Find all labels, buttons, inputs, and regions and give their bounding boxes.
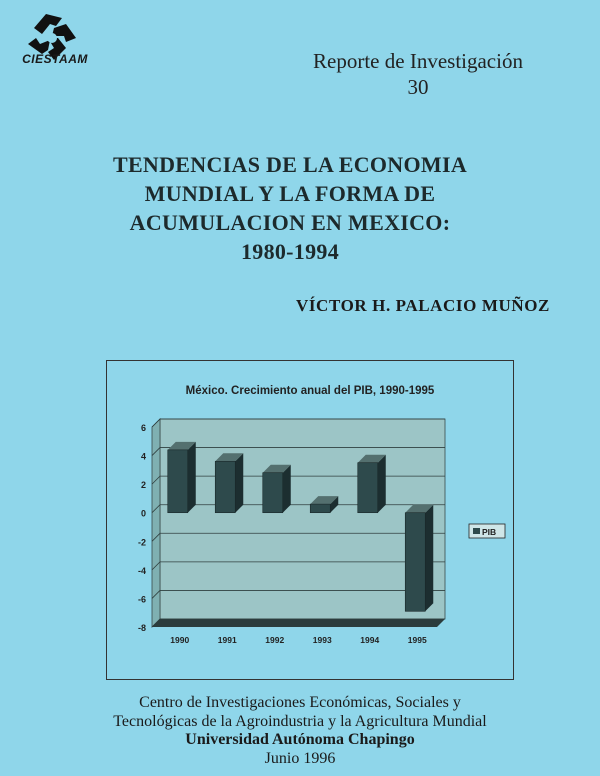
x-tick-label: 1995 [407,635,427,645]
report-title [40,150,540,266]
logo-text: CIESTAAM [22,52,88,66]
publication-date: Junio 1996 [264,749,336,767]
title-line: TENDENCIAS DE LA ECONOMIA [112,152,468,177]
plot-floor [152,619,445,627]
report-series [270,48,566,100]
x-tick-label: 1994 [360,635,380,645]
y-tick-label: 0 [140,508,146,519]
x-tick-label: 1991 [217,635,237,645]
y-tick-label: 2 [140,480,146,491]
bar [310,504,330,513]
bar [405,513,425,612]
footer-line: Centro de Investigaciones Económicas, Sociales y [139,694,461,711]
x-tick-label: 1993 [312,635,332,645]
x-tick-label: 1990 [170,635,190,645]
bar [168,450,188,513]
series-number: 30 [407,75,429,99]
chart-title: México. Crecimiento anual del PIB, 1990-1995 [185,385,435,397]
publisher-info [60,694,540,768]
bar [263,473,283,513]
footer-line: Tecnológicas de la Agroindustria y la Agricultura Mundial [113,712,487,730]
y-tick-label: 4 [140,451,146,462]
university-name: Universidad Autónoma Chapingo [185,731,415,748]
y-tick-label: -2 [137,537,146,548]
y-tick-label: -6 [137,594,146,605]
plot-side-wall [152,419,160,627]
y-tick-label: -8 [137,623,146,633]
gdp-chart [106,360,514,680]
title-line: MUNDIAL Y LA FORMA DE [144,181,436,206]
title-line: ACUMULACION EN MEXICO: [129,210,451,235]
y-tick-label: 6 [140,423,146,433]
x-tick-label: 1992 [265,635,285,645]
legend-label: PIB [482,527,497,537]
series-name: Reporte de Investigación [313,49,523,73]
bar-side [283,465,291,513]
bar [215,461,235,512]
bar-side [188,442,196,513]
author-name: VÍCTOR H. PALACIO MUÑOZ [295,296,550,315]
y-tick-label: -4 [137,565,146,576]
plot-area [160,419,445,619]
chart-svg [107,361,513,679]
title-line: 1980-1994 [240,239,340,264]
bar-side [378,455,386,513]
legend-swatch [473,528,480,534]
bar [358,463,378,513]
bar-side [235,453,243,512]
bar-side [425,505,433,612]
